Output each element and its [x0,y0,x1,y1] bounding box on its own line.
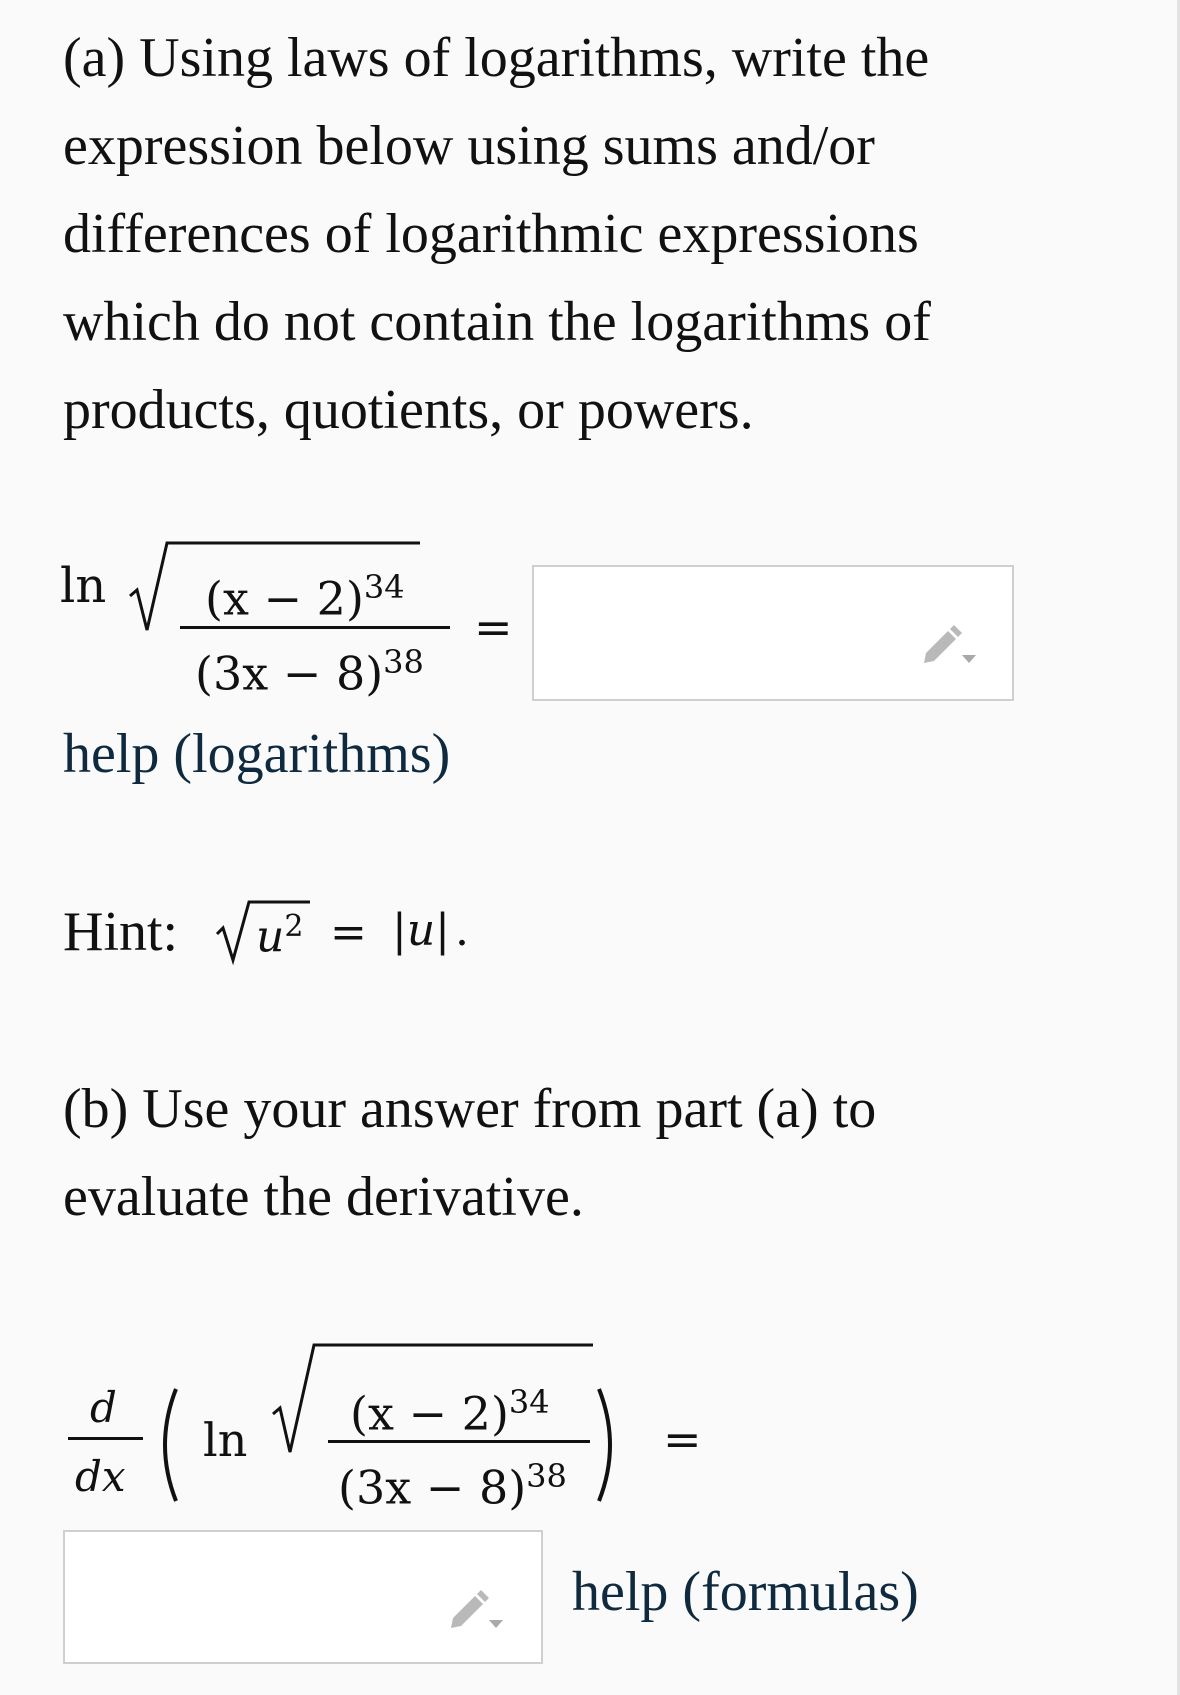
ln-label: ln [60,558,107,614]
part-a-answer-input[interactable] [532,565,1014,701]
hint-label: Hint: [63,901,179,963]
numerator: $(x - 2)^{34}$ [205,568,405,626]
denominator-b: $(3x - 8)^{38}$ [338,1457,567,1515]
hint-variable: $u^2$ [256,909,304,963]
numerator-b: $(x - 2)^{34}$ [350,1383,550,1441]
pencil-icon[interactable] [918,617,978,667]
hint-abs-value: |u| [392,905,450,956]
pencil-icon[interactable] [445,1582,505,1632]
equals-sign-b: = [663,1412,702,1466]
ln-label-b: ln [203,1413,248,1467]
denominator: $(3x - 8)^{38}$ [195,643,424,701]
derivative-bar [68,1437,143,1440]
part-a-prompt: (a) Using laws of logarithms, write the expression below using sums and/or differences of logarithmic expressions which do not contain the logarithms of products, quotients, or powers. [63,27,931,441]
help-logarithms-link[interactable]: help (logarithms) [63,723,451,785]
left-paren [150,1385,180,1505]
hint-equals: = [330,907,367,958]
fraction-bar-b [328,1440,590,1443]
part-b-prompt: (b) Use your answer from part (a) to evaluate the derivative. [63,1078,877,1228]
help-formulas-link[interactable]: help (formulas) [572,1561,919,1623]
part-b-answer-input[interactable] [63,1530,543,1664]
equals-sign: = [474,600,513,654]
hint-period: . [455,905,469,956]
derivative-d: d [90,1383,117,1432]
derivative-dx: dx [75,1452,126,1501]
fraction-bar [180,626,450,629]
right-paren [595,1385,625,1505]
